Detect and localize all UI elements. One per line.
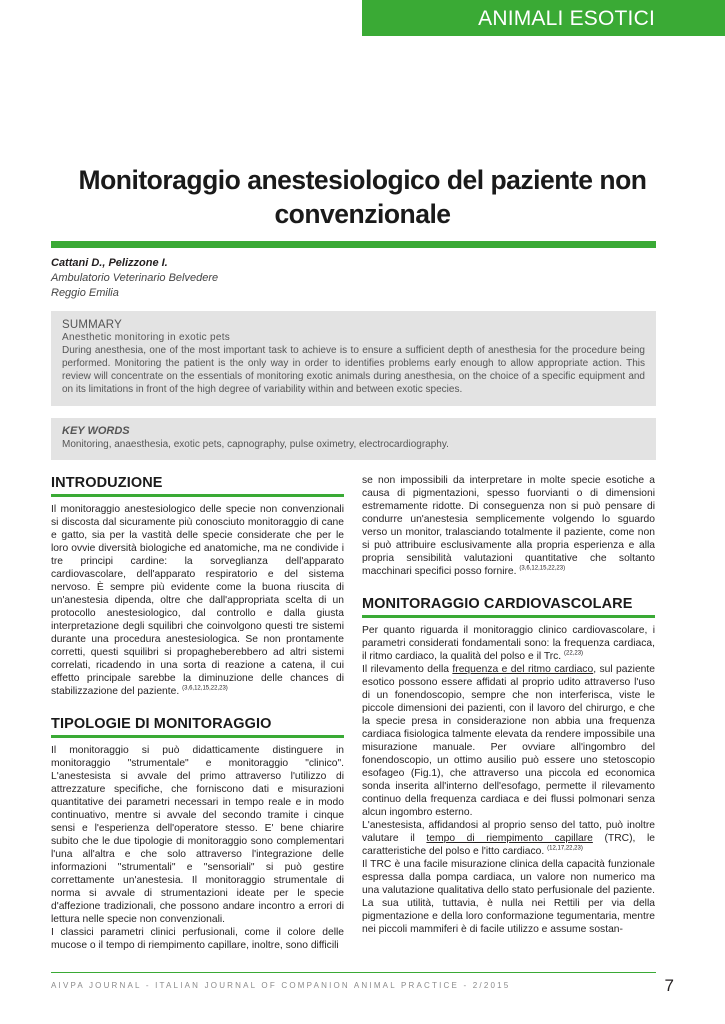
section-banner [362, 0, 725, 36]
keywords-box [51, 418, 656, 460]
citation-ref: (22,23) [564, 650, 584, 657]
section-divider [362, 615, 655, 618]
continued-paragraph: se non impossibili da interpretare in molte specie esotiche a causa di pigmentazioni, spesso fuorvianti o di dimensioni estremamente ridotte. Di conseguenza non si può pensare di condurre un'anestesia semplicemente volgendo lo sguardo verso un monitor, tralasciando totalmente il paziente, come non si può attribuire esclusivamente alla propria esperienza e alla propria sensibilità valutazioni quantitative che soltanto macchinari specifici posso fornire. $^{(3,6,12,15,22,23)}$ [362, 475, 655, 577]
section-divider [51, 494, 344, 497]
section-heading-cardiovascolare: MONITORAGGIO CARDIOVASCOLARE [362, 596, 633, 612]
tipologie-paragraph: Il monitoraggio si può didatticamente distinguere in monitoraggio "strumentale" e monitoraggio "clinico". L'anestesista si avvale del primo attraverso l'utilizzo di attrezzature specifiche, che forniscono dati e misurazioni quantitative dei parametri necessari in tempo reale e in modo continuativo, mentre si avvale del secondo tramite i cinque sensi e l'esperienza dell'operatore stesso. E' bene chiarire subito che le due tipologie di monitoraggio sono complementari l'una all'altra e che solo attraverso l'integrazione delle informazioni "strumentali" e "sensoriali" si può gestire correttamente un'anestesia. Il monitoraggio strumentale di norma si avvale di strumentazioni ideate per le specie d'affezione tradizionali, che possono andare incontro a errori di lettura nelle specie non convenzionali. [51, 745, 344, 925]
cardio-paragraph-1: Per quanto riguarda il monitoraggio clinico cardiovascolare, i parametri considerati fondamentali sono: la frequenza cardiaca, il ritmo cardiaco, la qualità del polso e il Trc. $^{(22,23)}$ [362, 625, 655, 662]
author-block [51, 256, 218, 301]
footer-journal: AIVPA JOURNAL - ITALIAN JOURNAL OF COMPANION ANIMAL PRACTICE - 2/2015 [51, 981, 511, 990]
cardio-paragraph-4: Il TRC è una facile misurazione clinica della capacità funzionale espressa dalla pompa cardiaca, un valore non numerico ma una valutazione qualitativa dello stato perfusionale del paziente. La sua utilità, tuttavia, è nulla nei Rettili per via della pigmentazione e della loro conformazione tegumentaria, mentre nei piccoli mammiferi è di facile utilizzo e assume sostan- [362, 859, 655, 935]
section-banner-label: ANIMALI ESOTICI [478, 7, 655, 30]
title-divider [51, 241, 656, 248]
citation-ref: (3,6,12,15,22,23) [519, 565, 566, 572]
summary-text: During anesthesia, one of the most important task to achieve is to ensure a sufficient depth of anesthesia for the procedure being performed. Monitoring the patient is the only way in order to identifies problems early enough to allow appropriate action. This review will concentrate on the essentials of monitoring exotic animals during anesthesia, on the choice of a specific equipment and on its limitations in front of the high degree of variability within and between exotic species. [62, 345, 645, 395]
citation-ref: (12,17,22,23) [547, 845, 583, 852]
summary-box [51, 311, 656, 406]
cardio-paragraph-2: Il rilevamento della frequenza e del ritmo cardiaco, sul paziente esotico possono essere affidati al proprio udito attraverso l'uso di un fonendoscopio, sempre che non interferisca, viste le piccole dimensioni dei pazienti, con il lavoro del chirurgo, e che la specie presa in considerazione non abbia una frequenza cardiaca fisiologica talmente elevata da rendere impossibile una misurazione manuale. Per ovviare all'ingombro del fonendoscopio, un ottimo ausilio può essere uno stetoscopio esofageo (Fig.1), che attraverso una piccola ed economica sonda inserita all'interno dell'esofago, permette il rilevamento continuo della frequenza cardiaca e dei flussi polmonari senza alcun ingombro esterno. [362, 664, 655, 818]
summary-subtitle: Anesthetic monitoring in exotic pets [62, 332, 231, 343]
section-heading-introduzione: INTRODUZIONE [51, 475, 163, 491]
left-column [51, 474, 344, 952]
cardio-paragraph-3: L'anestesista, affidandosi al proprio senso del tatto, può inoltre valutare il tempo di riempimento capillare (TRC), le caratteristiche del polso e l'itto cardiaco. $^{(12,17,22,23)}$ [362, 820, 655, 857]
section-divider [51, 735, 344, 738]
tipologie-paragraph-2: I classici parametri clinici perfusionali, come il colore delle mucose o il tempo di riempimento capillare, inoltre, sono difficili [51, 927, 344, 951]
keywords-text: Monitoring, anaesthesia, exotic pets, capnography, pulse oximetry, electrocardiography. [62, 439, 449, 450]
summary-heading: SUMMARY [62, 319, 122, 331]
right-column [362, 474, 655, 936]
author-affiliation: Ambulatorio Veterinario Belvedere [51, 272, 219, 284]
term-trc: tempo di riempimento capillare [426, 833, 593, 844]
citation-ref: (3,6,12,15,22,23) [182, 685, 228, 692]
page-number: 7 [664, 976, 674, 995]
author-city: Reggio Emilia [51, 287, 119, 299]
footer-divider [51, 972, 656, 973]
article-title: Monitoraggio anestesiologico del paziente non convenzionale [78, 165, 647, 229]
section-heading-tipologie: TIPOLOGIE DI MONITORAGGIO [51, 716, 272, 732]
term-frequenza-ritmo: frequenza e del ritmo cardiaco [452, 664, 594, 675]
author-names: Cattani D., Pelizzone I. [51, 257, 168, 269]
keywords-heading: KEY WORDS [62, 425, 130, 437]
intro-paragraph: Il monitoraggio anestesiologico delle specie non convenzionali si discosta dal sicuramente più conosciuto monitoraggio di cane e gatto, sia per la vastità delle specie considerate che per le loro ovvie diversità biologiche ed anatomiche, ma ne condivide i tre principi cardine: la sorveglianza dell'apparato cardiovascolare, dell'apparato respiratorio e del sistema nervoso. È sempre più evidente come la buona riuscita di un'anestesia dipenda, oltre che dall'appropriata scelta di un protocollo anestesiologico, dal controllo e dalla giusta interpretazione degli squilibri che coinvolgono questi tre sistemi durante una procedura anestesiologica. Se non prontamente corretti, questi squilibri si propagheberebbero ad altri sistemi correlati, ricadendo in una sorta di reazione a catena, il cui effetto principale sarebbe la diminuzione delle chances di stabilizzazione del paziente. $^{(3,6,12,15,22,23)}$ [51, 504, 344, 697]
